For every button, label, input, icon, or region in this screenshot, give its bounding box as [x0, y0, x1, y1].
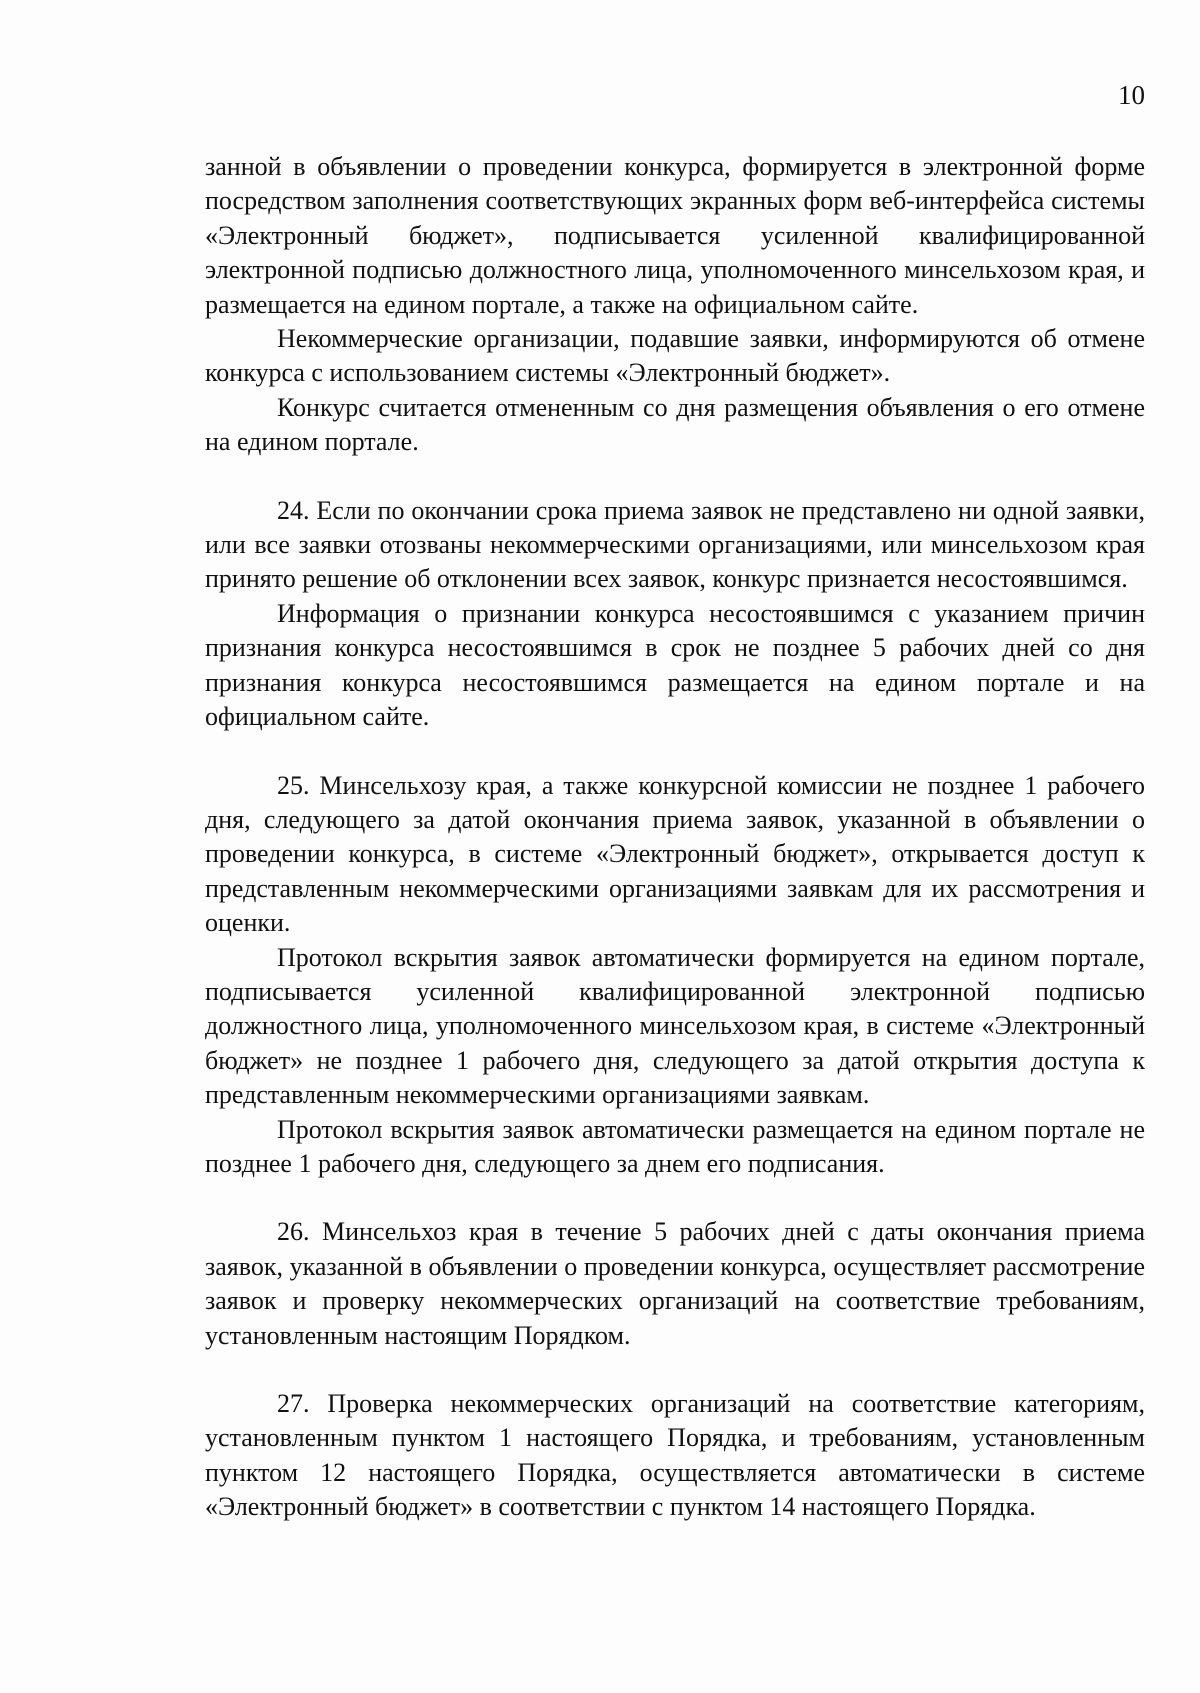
- paragraph-item-27: 27. Проверка некоммерческих организаций на соответствие категориям, установленным пунктом 1 настоящего Порядка, и требованиям, установленным пунктом 12 настоящего Порядка, осуществляется автоматически в системе «Электронный бюджет» в соответствии с пунктом 14 настоящего Порядка.: [205, 1389, 1145, 1522]
- paragraph-item-26: 26. Минсельхоз края в течение 5 рабочих дней с даты окончания приема заявок, указанной в объявлении о проведении конкурса, осуществляет рассмотрение заявок и проверку некоммерческих организаций на соответствие требованиям, установленным настоящим Порядком.: [205, 1217, 1145, 1350]
- paragraph-continuation: занной в объявлении о проведении конкурса, формируется в электронной форме посредством заполнения соответствующих экранных форм веб-интерфейса системы «Электронный бюджет», подписывается усиленной квалифицированной электронной подписью должностного лица, уполномоченного минсельхозом края, и размещается на едином портале, а также на официальном сайте.: [205, 152, 1145, 319]
- paragraph-cancellation-effective: Конкурс считается отмененным со дня размещения объявления о его отмене на едином портале.: [205, 392, 1145, 457]
- paragraph-item-25: 25. Минсельхозу края, а также конкурсной комиссии не позднее 1 рабочего дня, следующего за датой окончания приема заявок, указанной в объявлении о проведении конкурса, в системе «Электронный бюджет», открывается доступ к представленным некоммерческими организациями заявкам для их рассмотрения и оценки.: [205, 770, 1145, 938]
- paragraph-item-24-information: Информация о признании конкурса несостоявшимся с указанием причин признания конкурса несостоявшимся в срок не позднее 5 рабочих дней со дня признания конкурса несостоявшимся размещается на едином портале и на официальном сайте.: [205, 598, 1145, 732]
- page-number: 10: [1118, 80, 1145, 110]
- paragraph-item-25-protocol: Протокол вскрытия заявок автоматически формируется на едином портале, подписывается усиленной квалифицированной электронной подписью должностного лица, уполномоченного минсельхозом края, в системе «Электронный бюджет» не позднее 1 рабочего дня, следующего за датой открытия доступа к представленным некоммерческими организациями заявкам.: [205, 942, 1145, 1110]
- document-body: [205, 150, 1145, 1525]
- paragraph-item-25-publication: Протокол вскрытия заявок автоматически размещается на едином портале не позднее 1 рабочего дня, следующего за днем его подписания.: [205, 1114, 1145, 1178]
- paragraph-item-24: 24. Если по окончании срока приема заявок не представлено ни одной заявки, или все заявки отозваны некоммерческими организациями, или минсельхозом края принято решение об отклонении всех заявок, конкурс признается несостоявшимся.: [205, 495, 1145, 594]
- paragraph-cancellation-notice: Некоммерческие организации, подавшие заявки, информируются об отмене конкурса с использованием системы «Электронный бюджет».: [205, 324, 1145, 388]
